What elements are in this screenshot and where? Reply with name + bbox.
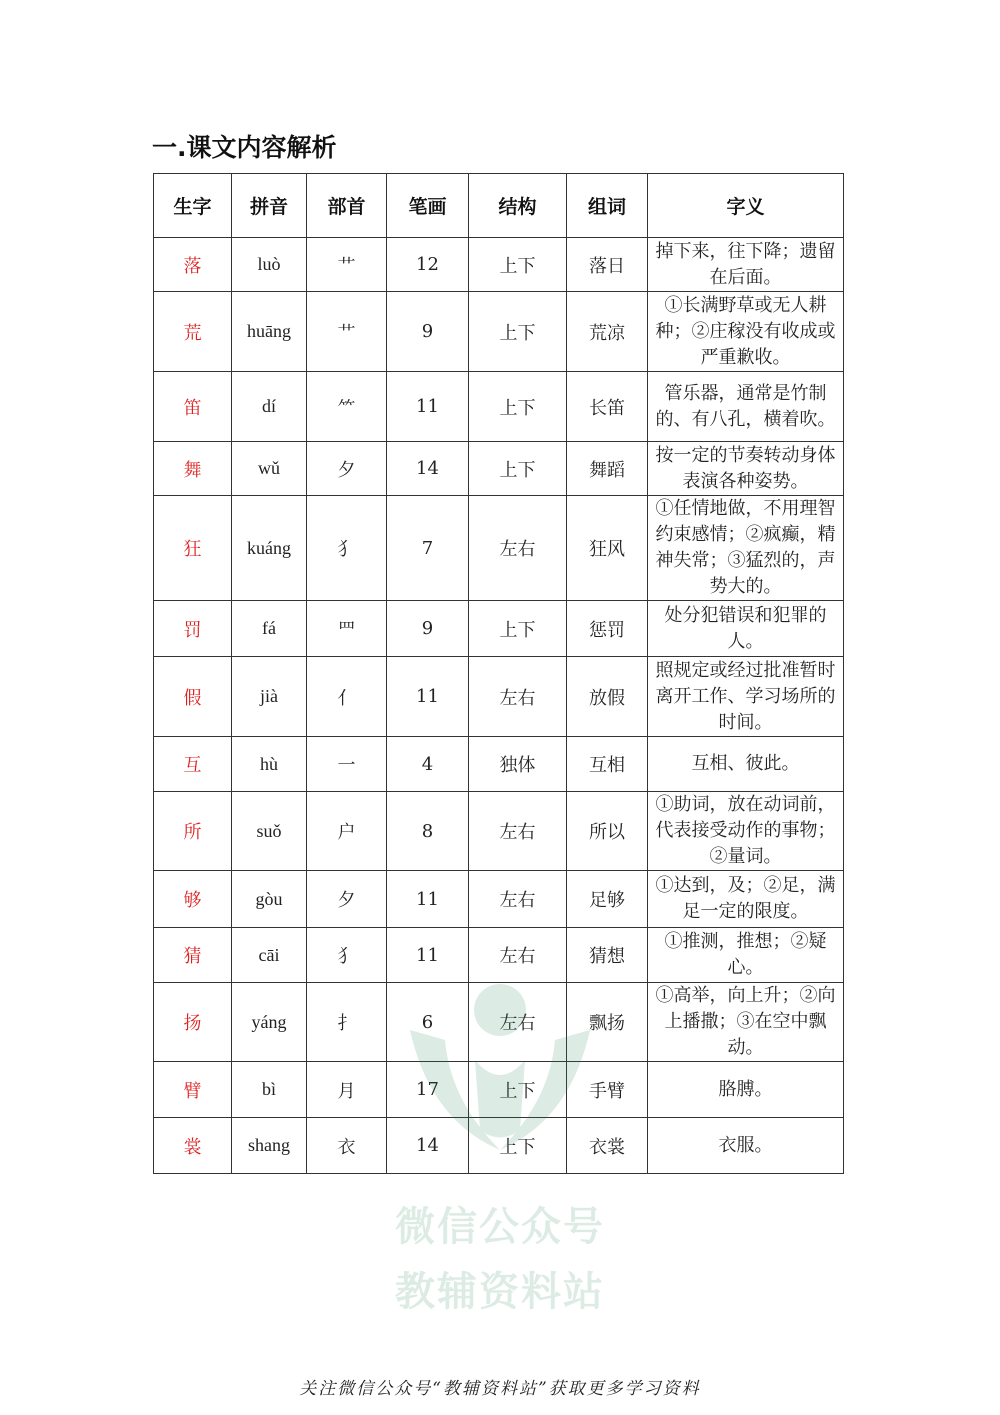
pinyin-cell: yáng xyxy=(232,983,307,1062)
strokes-cell: 8 xyxy=(387,792,469,871)
meaning-cell: 衣服。 xyxy=(648,1118,844,1174)
meaning-cell: 互相、彼此。 xyxy=(648,737,844,792)
meaning-cell: ①长满野草或无人耕种；②庄稼没有收成或严重歉收。 xyxy=(648,292,844,372)
header-pinyin: 拼音 xyxy=(232,174,307,238)
pinyin-cell: kuáng xyxy=(232,496,307,601)
strokes-cell: 7 xyxy=(387,496,469,601)
structure-cell: 上下 xyxy=(469,1062,567,1118)
strokes-cell: 11 xyxy=(387,871,469,928)
character-cell: 裳 xyxy=(154,1118,232,1174)
structure-cell: 上下 xyxy=(469,372,567,442)
section-title: 一.课文内容解析 xyxy=(152,133,337,162)
character-cell: 荒 xyxy=(154,292,232,372)
character-cell: 猜 xyxy=(154,928,232,983)
header-word: 组词 xyxy=(567,174,648,238)
pinyin-cell: luò xyxy=(232,238,307,292)
word-cell: 舞蹈 xyxy=(567,442,648,496)
character-cell: 假 xyxy=(154,657,232,737)
structure-cell: 上下 xyxy=(469,1118,567,1174)
character-cell: 互 xyxy=(154,737,232,792)
meaning-cell: 处分犯错误和犯罪的人。 xyxy=(648,601,844,657)
watermark-line-1: 微信公众号 xyxy=(395,1204,605,1250)
radical-cell: 艹 xyxy=(307,238,387,292)
word-cell: 足够 xyxy=(567,871,648,928)
character-cell: 所 xyxy=(154,792,232,871)
radical-cell: 犭 xyxy=(307,928,387,983)
radical-cell: 罒 xyxy=(307,601,387,657)
word-cell: 互相 xyxy=(567,737,648,792)
pinyin-cell: shang xyxy=(232,1118,307,1174)
character-cell: 够 xyxy=(154,871,232,928)
character-cell: 狂 xyxy=(154,496,232,601)
radical-cell: 艹 xyxy=(307,292,387,372)
structure-cell: 左右 xyxy=(469,871,567,928)
strokes-cell: 9 xyxy=(387,292,469,372)
word-cell: 猜想 xyxy=(567,928,648,983)
pinyin-cell: bì xyxy=(232,1062,307,1118)
word-cell: 所以 xyxy=(567,792,648,871)
table-row xyxy=(154,737,844,792)
word-cell: 手臂 xyxy=(567,1062,648,1118)
strokes-cell: 11 xyxy=(387,372,469,442)
table-row xyxy=(154,983,844,1062)
table-row xyxy=(154,496,844,601)
pinyin-cell: gòu xyxy=(232,871,307,928)
strokes-cell: 14 xyxy=(387,442,469,496)
structure-cell: 上下 xyxy=(469,442,567,496)
word-cell: 荒凉 xyxy=(567,292,648,372)
strokes-cell: 14 xyxy=(387,1118,469,1174)
radical-cell: ⺮ xyxy=(307,372,387,442)
pinyin-cell: hù xyxy=(232,737,307,792)
strokes-cell: 17 xyxy=(387,1062,469,1118)
structure-cell: 上下 xyxy=(469,238,567,292)
table-row xyxy=(154,1062,844,1118)
header-structure: 结构 xyxy=(469,174,567,238)
structure-cell: 左右 xyxy=(469,983,567,1062)
table-row xyxy=(154,372,844,442)
meaning-cell: 管乐器，通常是竹制的、有八孔，横着吹。 xyxy=(648,372,844,442)
table-row xyxy=(154,657,844,737)
structure-cell: 上下 xyxy=(469,601,567,657)
header-character: 生字 xyxy=(154,174,232,238)
meaning-cell: 掉下来，往下降；遗留在后面。 xyxy=(648,238,844,292)
pinyin-cell: jià xyxy=(232,657,307,737)
word-cell: 飘扬 xyxy=(567,983,648,1062)
vocabulary-table xyxy=(153,173,844,1174)
header-strokes: 笔画 xyxy=(387,174,469,238)
radical-cell: 犭 xyxy=(307,496,387,601)
word-cell: 狂风 xyxy=(567,496,648,601)
radical-cell: 夕 xyxy=(307,871,387,928)
radical-cell: 亻 xyxy=(307,657,387,737)
table-row xyxy=(154,1118,844,1174)
strokes-cell: 11 xyxy=(387,928,469,983)
watermark-line-2: 教辅资料站 xyxy=(395,1269,605,1315)
word-cell: 落日 xyxy=(567,238,648,292)
character-cell: 扬 xyxy=(154,983,232,1062)
footer-note: 关注微信公众号“教辅资料站”获取更多学习资料 xyxy=(299,1379,701,1399)
radical-cell: 夕 xyxy=(307,442,387,496)
meaning-cell: ①推测，推想；②疑心。 xyxy=(648,928,844,983)
radical-cell: 衣 xyxy=(307,1118,387,1174)
radical-cell: 月 xyxy=(307,1062,387,1118)
radical-cell: 一 xyxy=(307,737,387,792)
meaning-cell: ①达到，及；②足，满足一定的限度。 xyxy=(648,871,844,928)
radical-cell: 户 xyxy=(307,792,387,871)
meaning-cell: 按一定的节奏转动身体表演各种姿势。 xyxy=(648,442,844,496)
table-row xyxy=(154,292,844,372)
header-meaning: 字义 xyxy=(648,174,844,238)
pinyin-cell: fá xyxy=(232,601,307,657)
table-row xyxy=(154,238,844,292)
strokes-cell: 12 xyxy=(387,238,469,292)
character-cell: 罚 xyxy=(154,601,232,657)
character-cell: 舞 xyxy=(154,442,232,496)
meaning-cell: ①助词，放在动词前，代表接受动作的事物；②量词。 xyxy=(648,792,844,871)
meaning-cell: ①高举，向上升；②向上播撒；③在空中飘动。 xyxy=(648,983,844,1062)
strokes-cell: 6 xyxy=(387,983,469,1062)
table-row xyxy=(154,601,844,657)
pinyin-cell: dí xyxy=(232,372,307,442)
pinyin-cell: wǔ xyxy=(232,442,307,496)
character-cell: 落 xyxy=(154,238,232,292)
pinyin-cell: huāng xyxy=(232,292,307,372)
character-cell: 笛 xyxy=(154,372,232,442)
radical-cell: 扌 xyxy=(307,983,387,1062)
structure-cell: 独体 xyxy=(469,737,567,792)
table-row xyxy=(154,442,844,496)
table-row xyxy=(154,871,844,928)
character-cell: 臂 xyxy=(154,1062,232,1118)
strokes-cell: 9 xyxy=(387,601,469,657)
meaning-cell: ①任情地做，不用理智约束感情；②疯癫，精神失常；③猛烈的，声势大的。 xyxy=(648,496,844,601)
structure-cell: 左右 xyxy=(469,928,567,983)
structure-cell: 左右 xyxy=(469,496,567,601)
table-row xyxy=(154,792,844,871)
table-row xyxy=(154,928,844,983)
structure-cell: 左右 xyxy=(469,657,567,737)
table-header-row xyxy=(154,174,844,238)
structure-cell: 左右 xyxy=(469,792,567,871)
meaning-cell: 照规定或经过批准暂时离开工作、学习场所的时间。 xyxy=(648,657,844,737)
word-cell: 衣裳 xyxy=(567,1118,648,1174)
word-cell: 长笛 xyxy=(567,372,648,442)
pinyin-cell: suǒ xyxy=(232,792,307,871)
pinyin-cell: cāi xyxy=(232,928,307,983)
word-cell: 惩罚 xyxy=(567,601,648,657)
structure-cell: 上下 xyxy=(469,292,567,372)
meaning-cell: 胳膊。 xyxy=(648,1062,844,1118)
header-radical: 部首 xyxy=(307,174,387,238)
strokes-cell: 11 xyxy=(387,657,469,737)
word-cell: 放假 xyxy=(567,657,648,737)
strokes-cell: 4 xyxy=(387,737,469,792)
